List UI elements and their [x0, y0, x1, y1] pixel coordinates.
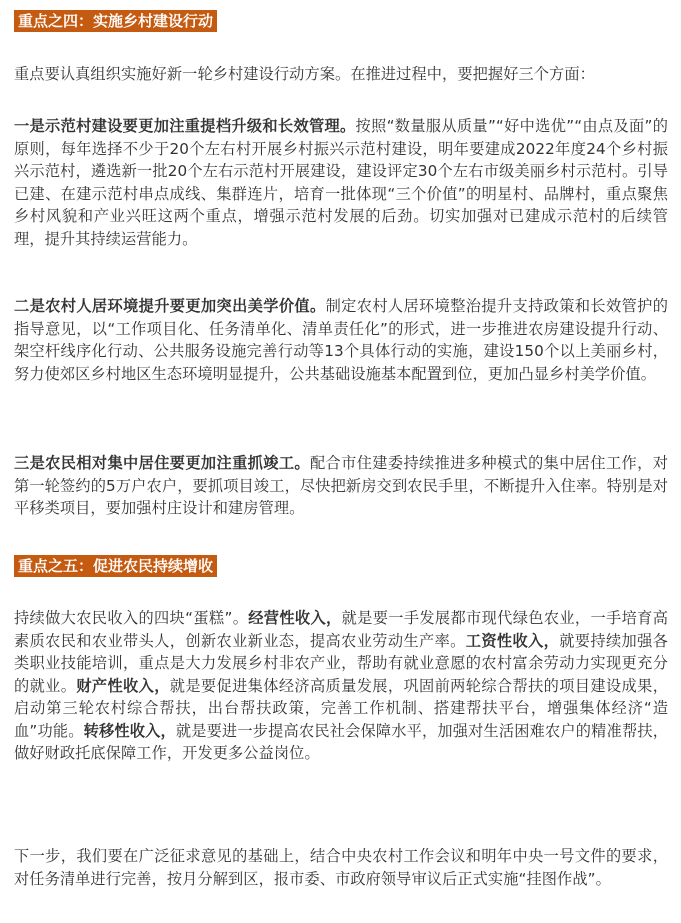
section-4-heading: 重点之四：实施乡村建设行动: [14, 10, 217, 32]
operating-income-text: 就是要一手发展都市现代绿色农业，一手培育高素质农民和农业带头人，创新农业新业态，提高农业劳动生产率。: [14, 609, 668, 650]
operating-income-label: 经营性收入，: [248, 609, 342, 627]
point-3-lead: 三是农民相对集中居住要更加注重抓竣工。: [14, 454, 310, 472]
income-paragraph: [14, 607, 668, 765]
section-4-intro: 重点要认真组织实施好新一轮乡村建设行动方案。在推进过程中，要把握好三个方面：: [14, 65, 595, 83]
section-5-heading: 重点之五：促进农民持续增收: [14, 555, 217, 577]
point-1-lead: 一是示范村建设要更加注重提档升级和长效管理。: [14, 117, 356, 135]
point-2-body: 制定农村人居环境整治提升支持政策和长效管护的指导意见，以“工作项目化、任务清单化、清单责任化”的形式，进一步推进农房建设提升行动、架空杆线序化行动、公共服务设施完善行动等13个具体行动的实施，建设150个以上美丽乡村，努力使郊区乡村地区生态环境明显提升，公共基础设施基本配置到位，更加凸显乡村美学价值。: [14, 297, 669, 383]
point-1-paragraph: [14, 115, 668, 250]
property-income-text: 就是要促进集体经济高质量发展，巩固前两轮综合帮扶的项目建设成果，启动第三轮农村综合帮扶，出台帮扶政策，完善工作机制、搭建帮扶平台，增强集体经济“造血”功能。: [14, 676, 668, 740]
income-intro: 持续做大农民收入的四块“蛋糕”。: [14, 609, 249, 627]
wage-income-label: 工资性收入，: [465, 631, 560, 650]
point-2-paragraph: [14, 295, 668, 385]
transfer-income-label: 转移性收入，: [83, 721, 176, 740]
transfer-income-text: 就是要进一步提高农民社会保障水平，加强对生活困难农户的精准帮扶，做好财政托底保障工作，开发更多公益岗位。: [14, 721, 668, 762]
point-3-paragraph: [14, 452, 668, 520]
point-2-lead: 二是农村人居环境提升要更加突出美学价值。: [14, 297, 326, 315]
wage-income-text: 就要持续加强各类职业技能培训，重点是大力发展乡村非农产业，帮助有就业意愿的农村富余劳动力实现更充分的就业。: [14, 631, 668, 695]
point-3-body: 配合市住建委持续推进多种模式的集中居住工作，对第一轮签约的5万户农户，要抓项目竣工，尽快把新房交到农民手里，不断提升入住率。特别是对平移类项目，要加强村庄设计和建房管理。: [14, 454, 668, 517]
closing-paragraph: 下一步，我们要在广泛征求意见的基础上，结合中央农村工作会议和明年中央一号文件的要求，对任务清单进行完善，按月分解到区，报市委、市政府领导审议后正式实施“挂图作战”。: [14, 847, 668, 888]
property-income-label: 财产性收入，: [76, 676, 170, 695]
point-1-body: 按照“数量服从质量”“好中选优”“由点及面”的原则，每年选择不少于20个左右村开展乡村振兴示范村建设，明年要建成2022年度24个乡村振兴示范村，遴选新一批20个左右示范村开展建设，建设评定30个左右市级美丽乡村示范村。引导已建、在建示范村串点成线、集群连片，培育一批体现“三个价值”的明星村、品牌村，重点聚焦乡村风貌和产业兴旺这两个重点，增强示范村发展的后劲。切实加强对已建成示范村的后续管理，提升其持续运营能力。: [14, 117, 668, 248]
